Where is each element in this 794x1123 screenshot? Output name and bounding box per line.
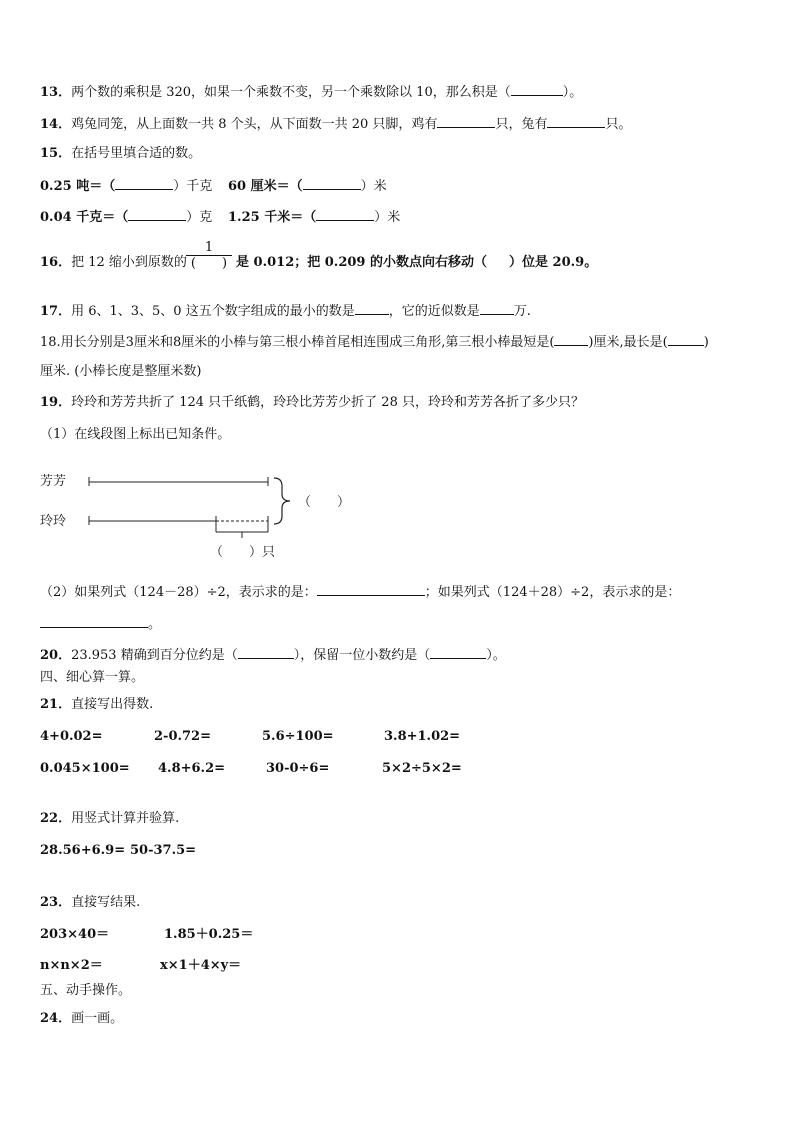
answer-blank-approx[interactable] xyxy=(480,301,514,315)
sub-question-text: （2）如果列式（124－28）÷2，表示求的是： xyxy=(40,585,317,600)
calc-item: 50-37.5= xyxy=(130,843,197,858)
question-text: 厘米. (小棒长度是整厘米数) xyxy=(40,364,202,379)
label-fangfang: 芳芳 xyxy=(40,474,67,489)
question-text-end: ）。 xyxy=(562,85,583,100)
question-text: 18.用长分别是3厘米和8厘米的小棒与第三根小棒首尾相连围成三角形,第三根小棒最短是( xyxy=(40,335,555,350)
question-19-sub-2-line-2 xyxy=(40,614,161,634)
question-text: 在括号里填合适的数。 xyxy=(71,146,202,161)
calc-item: x×1＋4×y＝ xyxy=(160,958,242,973)
question-text-end: 只。 xyxy=(605,117,632,132)
question-text-mid: ，它的近似数是 xyxy=(388,304,480,319)
question-text-mid: )厘米,最长是( xyxy=(588,335,668,350)
fraction xyxy=(186,240,232,272)
question-15-row-2-b xyxy=(228,207,400,227)
calc-item: 5.6÷100= xyxy=(262,729,334,744)
calc-item: 1.85＋0.25＝ xyxy=(164,927,254,942)
answer-blank[interactable] xyxy=(128,207,186,221)
question-23 xyxy=(40,894,140,912)
question-number: 19． xyxy=(40,395,72,410)
conversion-a: 0.04 千克＝（ xyxy=(40,210,129,225)
section-title: 五、动手操作。 xyxy=(40,983,132,998)
label-lingling: 玲玲 xyxy=(40,514,67,529)
question-text: 画一画。 xyxy=(71,1011,124,1026)
question-text-end: ）。 xyxy=(486,648,506,663)
question-text: 鸡兔同笼，从上面数一共 8 个头，从下面数一共 20 只脚，鸡有 xyxy=(71,117,438,132)
total-answer-paren: （ ） xyxy=(298,495,351,510)
question-text: 用竖式计算并验算. xyxy=(71,811,180,826)
question-number: 22． xyxy=(40,811,72,826)
question-number: 17． xyxy=(40,304,72,319)
question-number: 16． xyxy=(40,255,72,270)
calc-item: 28.56+6.9= xyxy=(40,843,126,858)
question-18-line-1 xyxy=(40,332,709,352)
question-17 xyxy=(40,301,531,321)
calc-item: 4+0.02= xyxy=(40,729,103,744)
answer-blank-chickens[interactable] xyxy=(437,114,495,128)
section-title: 四、细心算一算。 xyxy=(40,670,145,685)
answer-blank-rabbits[interactable] xyxy=(547,114,605,128)
calc-item: 30-0÷6= xyxy=(266,761,330,776)
question-text-end: ) xyxy=(703,335,709,350)
question-number: 21． xyxy=(40,697,72,712)
calc-item: 3.8+1.02= xyxy=(384,729,461,744)
question-text: 直接写出得数. xyxy=(71,697,154,712)
question-text: 玲玲和芳芳共折了 124 只千纸鹤，玲玲比芳芳少折了 28 只，玲玲和芳芳各折了多少只？ xyxy=(71,395,584,410)
calc-item: 0.045×100= xyxy=(40,761,130,776)
question-19-sub-1 xyxy=(40,426,230,444)
answer-blank-shortest[interactable] xyxy=(554,332,588,346)
question-text-mid: 是 0.012；把 0.209 的小数点向右移动（ xyxy=(236,255,487,270)
question-number: 15． xyxy=(40,146,72,161)
question-24 xyxy=(40,1010,123,1028)
difference-answer-paren: （ ）只 xyxy=(210,545,276,560)
question-15 xyxy=(40,145,201,163)
question-22 xyxy=(40,810,179,828)
question-text-end: ）位是 20.9。 xyxy=(509,255,598,270)
calc-item: 4.8+6.2= xyxy=(158,761,226,776)
section-4-heading xyxy=(40,669,144,687)
unit: ）克 xyxy=(186,210,213,225)
calc-item: 2-0.72= xyxy=(154,729,211,744)
question-20 xyxy=(40,645,506,665)
question-15-row-1 xyxy=(40,176,212,196)
question-18-line-2 xyxy=(40,363,201,381)
fraction-numerator: 1 xyxy=(204,240,214,255)
conversion-b: 60 厘米＝（ xyxy=(228,179,303,194)
question-number: 13． xyxy=(40,85,72,100)
unit: ）千克 xyxy=(173,179,213,194)
answer-blank-hundredths[interactable] xyxy=(238,645,294,659)
question-number: 23． xyxy=(40,895,72,910)
answer-blank-tenths[interactable] xyxy=(430,645,486,659)
difference-bracket xyxy=(216,525,268,538)
question-number: 20． xyxy=(40,648,72,663)
unit: ）米 xyxy=(360,179,387,194)
question-15-row-1-b xyxy=(228,176,387,196)
question-text: 两个数的乘积是 320，如果一个乘数不变，另一个乘数除以 10，那么积是（ xyxy=(71,85,511,100)
question-16 xyxy=(40,254,187,272)
question-16-rest xyxy=(236,254,597,272)
section-5-heading xyxy=(40,982,131,1000)
calc-item: n×n×2＝ xyxy=(40,958,103,973)
question-number: 14． xyxy=(40,117,72,132)
unit: ）米 xyxy=(374,210,401,225)
sub-question-text-mid: ；如果列式（124＋28）÷2，表示求的是： xyxy=(424,585,681,600)
answer-blank[interactable] xyxy=(316,207,374,221)
calc-item: 5×2÷5×2= xyxy=(382,761,462,776)
right-brace xyxy=(274,478,290,524)
conversion-b: 1.25 千米＝（ xyxy=(228,210,317,225)
segment-lingling xyxy=(89,516,268,525)
question-21 xyxy=(40,696,153,714)
sub-question-text: （1）在线段图上标出已知条件。 xyxy=(40,427,231,442)
question-text: 用 6、1、3、5、0 这五个数字组成的最小的数是 xyxy=(71,304,355,319)
answer-blank-2[interactable] xyxy=(40,614,148,628)
fraction-denominator[interactable]: ( ) xyxy=(186,255,232,272)
calc-item: 203×40＝ xyxy=(40,927,110,942)
answer-blank-1[interactable] xyxy=(317,582,425,596)
answer-blank-smallest[interactable] xyxy=(355,301,389,315)
question-13 xyxy=(40,82,582,102)
question-15-row-2 xyxy=(40,207,212,227)
question-number: 24． xyxy=(40,1011,72,1026)
question-text: 把 12 缩小到原数的 xyxy=(71,255,187,270)
question-text: 直接写结果. xyxy=(71,895,141,910)
question-19 xyxy=(40,394,584,412)
question-text-end: 万. xyxy=(513,304,531,319)
segment-fangfang xyxy=(89,477,268,486)
question-text-mid: 只，兔有 xyxy=(495,117,548,132)
answer-blank-longest[interactable] xyxy=(668,332,704,346)
answer-blank[interactable] xyxy=(303,176,361,190)
question-14 xyxy=(40,114,631,134)
question-19-sub-2 xyxy=(40,582,680,602)
question-text: 23.953 精确到百分位约是（ xyxy=(71,648,238,663)
conversion-a: 0.25 吨＝（ xyxy=(40,179,116,194)
answer-blank[interactable] xyxy=(115,176,173,190)
question-text-mid: ），保留一位小数约是（ xyxy=(293,648,431,663)
sub-question-text-end: 。 xyxy=(148,617,162,632)
answer-blank[interactable] xyxy=(511,82,563,96)
